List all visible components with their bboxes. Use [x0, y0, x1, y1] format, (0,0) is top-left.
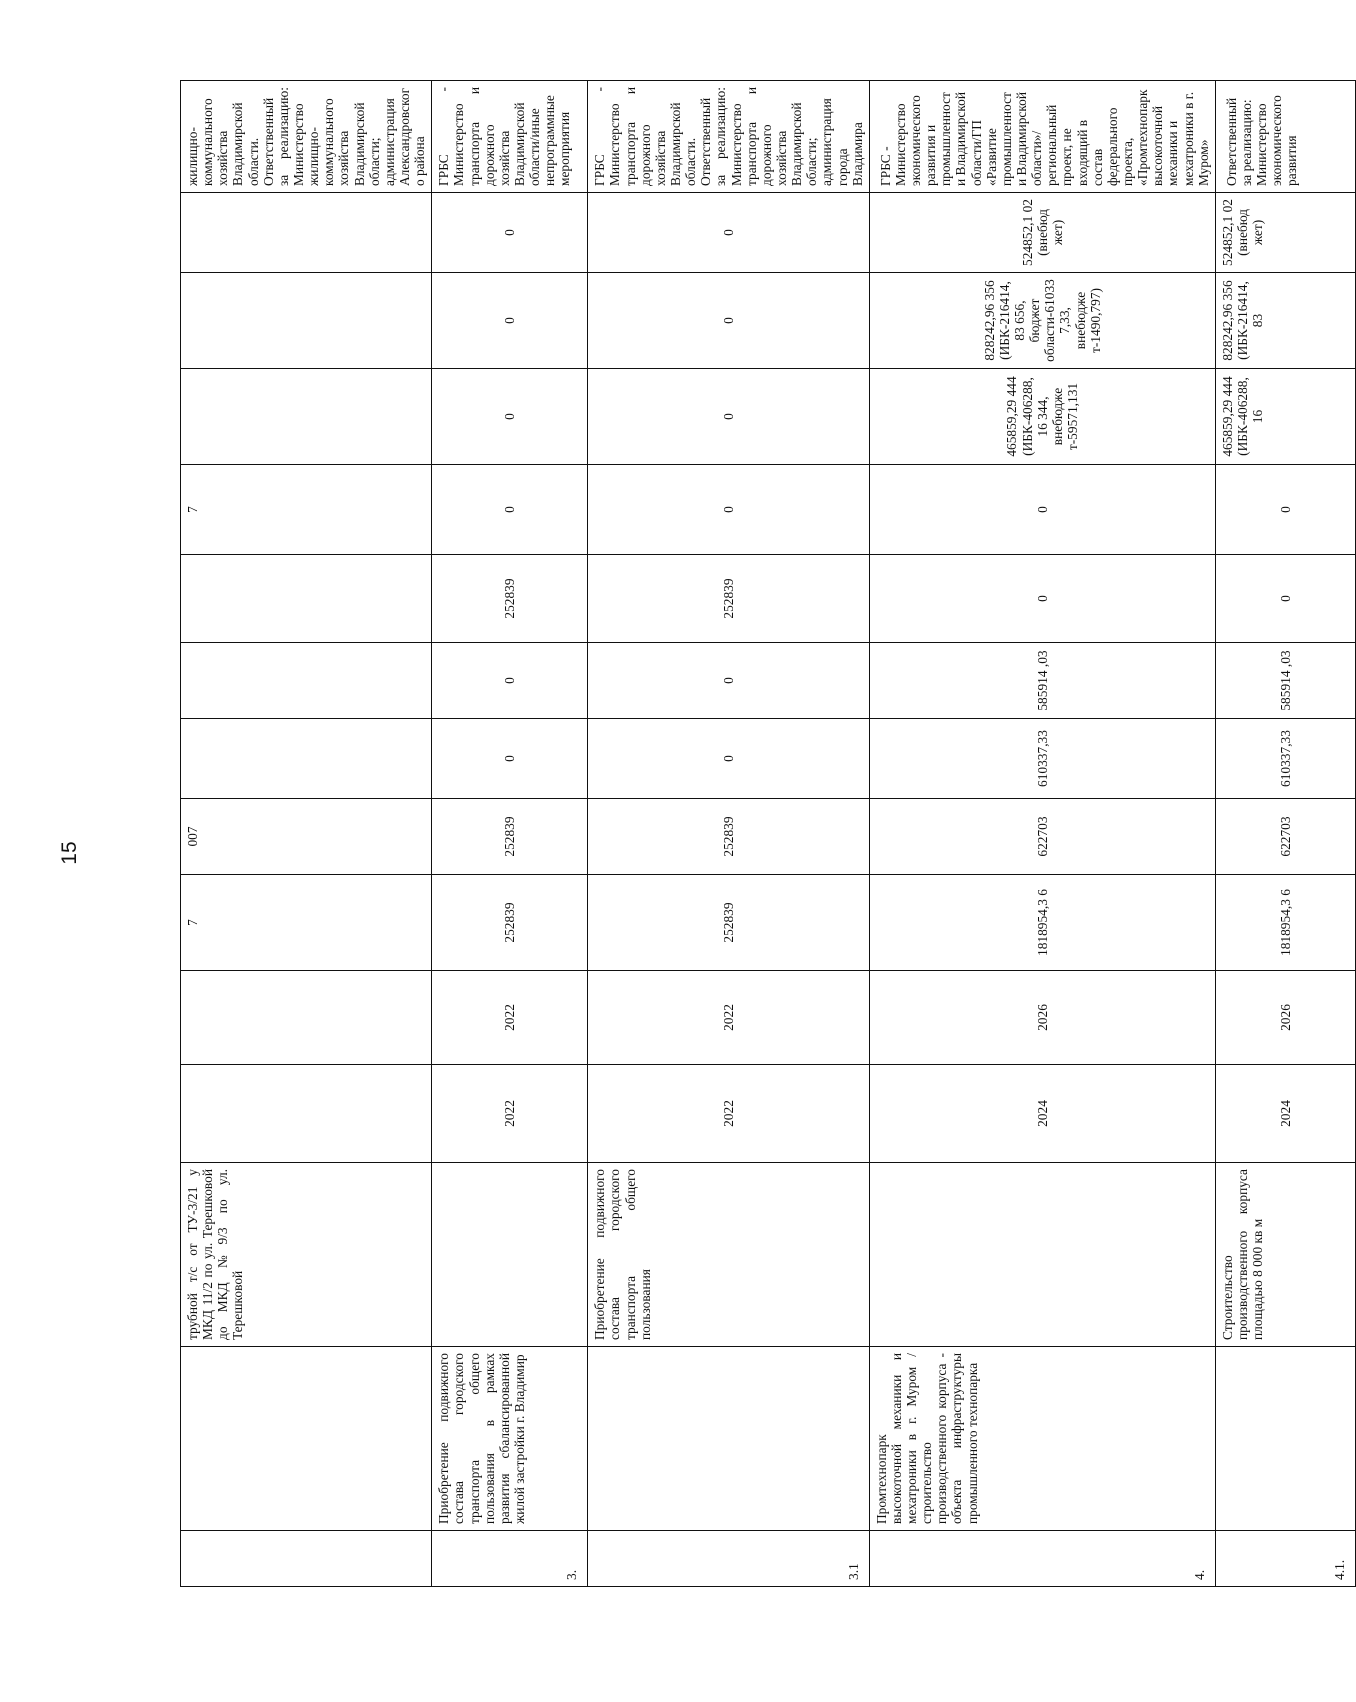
- amount-cell: 252839: [588, 555, 870, 643]
- amount-cell: 0: [432, 273, 588, 369]
- responsible-cell: ГРБС - Министерство транспорта и дорожного хозяйства Владимирской области/иные непрограммные мероприятия: [432, 81, 588, 193]
- total-amount-cell: 1818954,3 6: [1215, 875, 1355, 971]
- responsible-cell: Ответственный за реализацию: Министерство экономического развития: [1215, 81, 1355, 193]
- amount-cell: 0: [1215, 465, 1355, 555]
- responsible-cell: ГРБС - Министерство транспорта и дорожного хозяйства Владимирской области. Ответственный за реализацию: Министерство транспорта и дорожного хозяйства Владимирской области; администрация города Владимира: [588, 81, 870, 193]
- start-year-cell: 2024: [1215, 1065, 1355, 1163]
- amount-cell: 524852,1 02 (внебюд жет): [869, 193, 1215, 273]
- measure-description-cell: [869, 1163, 1215, 1347]
- amount-cell: 585914 ,03: [869, 643, 1215, 719]
- amount-cell: 0: [588, 273, 870, 369]
- amount-cell: 622703: [869, 799, 1215, 875]
- table-row: [869, 81, 1215, 1587]
- measure-description-cell: [432, 1163, 588, 1347]
- amount-cell: 0: [432, 193, 588, 273]
- start-year-cell: [181, 1065, 432, 1163]
- amount-cell: 828242,96 356 (ИБК-216414,83 656, бюджет области-610337,33, внебюдже т-1490,797): [869, 273, 1215, 369]
- amount-cell: 0: [432, 369, 588, 465]
- measure-name-cell: Промтехнопарк высокоточной механики и мехатроники в г. Муром / строительство производственного корпуса - объекта инфраструктуры промышленного технопарка: [869, 1347, 1215, 1531]
- row-number-cell: [181, 1531, 432, 1587]
- table-row: [588, 81, 870, 1587]
- amount-cell: 0: [588, 369, 870, 465]
- amount-cell: 252839: [588, 799, 870, 875]
- amount-cell: 252839: [432, 555, 588, 643]
- page-number: 15: [58, 841, 81, 865]
- amount-cell: [181, 643, 432, 719]
- total-amount-cell: 252839: [432, 875, 588, 971]
- amount-cell: [181, 273, 432, 369]
- amount-cell: 828242,96 356 (ИБК-216414,83: [1215, 273, 1355, 369]
- total-amount-cell: 7: [181, 875, 432, 971]
- amount-cell: 0: [1215, 555, 1355, 643]
- end-year-cell: [181, 971, 432, 1065]
- measure-name-cell: [181, 1347, 432, 1531]
- amount-cell: 007: [181, 799, 432, 875]
- end-year-cell: 2022: [432, 971, 588, 1065]
- amount-cell: 7: [181, 465, 432, 555]
- measures-table: [180, 80, 1356, 1587]
- responsible-cell: ГРБС - Министерство экономического развития и промышленности Владимирской области/ГП «Развитие промышленности Владимирской области»/региональный проект, не входящий в состав федерального проекта, «Промтехнопарк высокоточной механики и мехатроники в г. Муром»: [869, 81, 1215, 193]
- table-row: [181, 81, 432, 1587]
- measure-description-cell: Строительство производственного корпуса площадью 8 000 кв м: [1215, 1163, 1355, 1347]
- amount-cell: 0: [869, 465, 1215, 555]
- amount-cell: 0: [432, 643, 588, 719]
- amount-cell: 465859,29 444 (ИБК-406288,16 344, внебюдже т-59571,131: [869, 369, 1215, 465]
- row-number-cell: 4.1.: [1215, 1531, 1355, 1587]
- amount-cell: [181, 719, 432, 799]
- measure-name-cell: [588, 1347, 870, 1531]
- amount-cell: 0: [432, 719, 588, 799]
- amount-cell: [181, 555, 432, 643]
- measure-name-cell: [1215, 1347, 1355, 1531]
- amount-cell: 610337,33: [869, 719, 1215, 799]
- measure-description-cell: трубной т/с от ТУ-3/21 у МКД 11/2 по ул. Терешковой до МКД №9/3 по ул. Терешковой: [181, 1163, 432, 1347]
- table-row: [1215, 81, 1355, 1587]
- amount-cell: 0: [432, 465, 588, 555]
- amount-cell: 252839: [432, 799, 588, 875]
- amount-cell: 0: [588, 719, 870, 799]
- amount-cell: 610337,33: [1215, 719, 1355, 799]
- row-number-cell: 4.: [869, 1531, 1215, 1587]
- table-row: [432, 81, 588, 1587]
- start-year-cell: 2024: [869, 1065, 1215, 1163]
- amount-cell: 0: [869, 555, 1215, 643]
- measures-table-container: [180, 81, 1347, 1587]
- measure-name-cell: Приобретение подвижного состава городского транспорта общего пользования в рамках развития сбалансированной жилой застройки г. Владимир: [432, 1347, 588, 1531]
- amount-cell: [181, 193, 432, 273]
- measure-description-cell: Приобретение подвижного состава городского транспорта общего пользования: [588, 1163, 870, 1347]
- total-amount-cell: 252839: [588, 875, 870, 971]
- end-year-cell: 2022: [588, 971, 870, 1065]
- start-year-cell: 2022: [432, 1065, 588, 1163]
- total-amount-cell: 1818954,3 6: [869, 875, 1215, 971]
- amount-cell: 0: [588, 643, 870, 719]
- row-number-cell: 3.: [432, 1531, 588, 1587]
- row-number-cell: 3.1: [588, 1531, 870, 1587]
- amount-cell: 0: [588, 193, 870, 273]
- responsible-cell: жилищно-коммунального хозяйства Владимирской области. Ответственный за реализацию: Министерство жилищно-коммунального хозяйства Владимирской области; администрация Александровского района: [181, 81, 432, 193]
- amount-cell: 524852,1 02 (внебюд жет): [1215, 193, 1355, 273]
- start-year-cell: 2022: [588, 1065, 870, 1163]
- amount-cell: 585914 ,03: [1215, 643, 1355, 719]
- amount-cell: 622703: [1215, 799, 1355, 875]
- end-year-cell: 2026: [1215, 971, 1355, 1065]
- amount-cell: 0: [588, 465, 870, 555]
- amount-cell: 465859,29 444 (ИБК-406288,16: [1215, 369, 1355, 465]
- amount-cell: [181, 369, 432, 465]
- end-year-cell: 2026: [869, 971, 1215, 1065]
